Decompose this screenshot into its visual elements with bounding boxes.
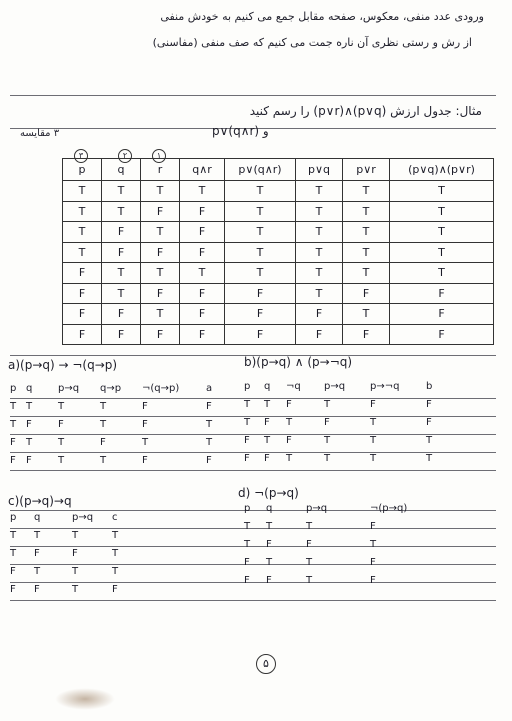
mini-table-cell: T <box>72 584 79 595</box>
main-table-row <box>63 324 494 345</box>
mini-table-cell: T <box>206 437 213 448</box>
mini-table-cell: T <box>264 399 271 410</box>
mini-table-cell: T <box>34 530 41 541</box>
mini-table-cell: F <box>142 455 148 466</box>
mini-table-cell: T <box>286 417 293 428</box>
example-subtitle: p∨(q∧r) و <box>212 124 269 138</box>
mini-table-cell: F <box>244 453 250 464</box>
mini-table-header-row <box>8 512 148 530</box>
mini-table-cell: F <box>10 584 16 595</box>
main-table-cell: T <box>63 181 102 202</box>
mini-table-row <box>242 557 442 575</box>
main-table-cell: F <box>225 283 296 304</box>
mini-table-cell: F <box>142 401 148 412</box>
mini-table-row <box>8 437 240 455</box>
main-table-cell: T <box>180 181 225 202</box>
header-cell: p <box>63 159 102 181</box>
main-table-cell: T <box>296 283 343 304</box>
mini-table-header-row <box>242 503 442 521</box>
main-table-cell: T <box>390 181 494 202</box>
header-cell: p∨q <box>296 159 343 181</box>
mini-table-cell: T <box>426 453 433 464</box>
mini-table-d-title: d) ¬(p→q) <box>238 486 299 500</box>
main-table-cell: F <box>180 324 225 345</box>
main-table-cell: F <box>102 242 141 263</box>
circled-number: ۱ <box>152 149 166 163</box>
mini-table-header-row <box>8 383 240 401</box>
mini-table-cell: F <box>370 557 376 568</box>
mini-table-cell: F <box>10 566 16 577</box>
main-table-cell: T <box>390 201 494 222</box>
mini-table-header-cell: p→¬q <box>370 381 400 392</box>
mini-table-header-row <box>242 381 492 399</box>
mini-table-cell: T <box>370 453 377 464</box>
mini-table-cell: T <box>100 455 107 466</box>
main-table-cell: F <box>63 324 102 345</box>
mini-table-header-cell: p <box>244 381 251 392</box>
mini-table-cell: F <box>10 455 16 466</box>
mini-table-a-title: a)(p→q) → ¬(q→p) <box>8 358 118 372</box>
mini-table-row <box>8 530 148 548</box>
mini-table-cell: T <box>206 419 213 430</box>
mini-table-cell: T <box>10 419 17 430</box>
mini-table-cell: T <box>264 435 271 446</box>
mini-table-row <box>242 453 492 471</box>
mini-table-header-cell: p→q <box>72 512 94 523</box>
mini-table-cell: F <box>306 539 312 550</box>
main-table-cell: T <box>225 181 296 202</box>
mini-table-cell: F <box>244 575 250 586</box>
main-table-cell: F <box>141 242 180 263</box>
mini-table-header-cell: q <box>34 512 41 523</box>
mini-table-row <box>8 401 240 419</box>
header-cell: p∨(q∧r) <box>225 159 296 181</box>
mini-table-cell: T <box>58 401 65 412</box>
mini-table-cell: T <box>112 548 119 559</box>
mini-table-cell: F <box>10 437 16 448</box>
mini-table-cell: F <box>266 575 272 586</box>
mini-table-cell: F <box>286 435 292 446</box>
main-table-cell: T <box>296 222 343 243</box>
main-table-row <box>63 242 494 263</box>
main-table-cell: F <box>343 324 390 345</box>
main-table-cell: F <box>180 242 225 263</box>
header-cell: q∧r <box>180 159 225 181</box>
mini-table-cell: T <box>244 399 251 410</box>
main-table-cell: F <box>141 283 180 304</box>
main-table-cell: F <box>63 283 102 304</box>
mini-table-cell: F <box>264 453 270 464</box>
main-table-cell: F <box>63 263 102 284</box>
mini-table-header-cell: q <box>26 383 33 394</box>
main-table-cell: T <box>141 304 180 325</box>
main-table-cell: T <box>296 242 343 263</box>
main-table-row <box>63 181 494 202</box>
ruled-line <box>10 95 496 96</box>
paper-smudge <box>55 688 115 710</box>
mini-table-cell: F <box>206 455 212 466</box>
main-table-row <box>63 304 494 325</box>
main-table-cell: F <box>225 324 296 345</box>
mini-table-cell: F <box>58 419 64 430</box>
header-cell: p∨r <box>343 159 390 181</box>
main-table-cell: F <box>102 304 141 325</box>
mini-table-cell: T <box>286 453 293 464</box>
mini-table-row <box>242 575 442 593</box>
mini-table-d <box>242 503 442 593</box>
mini-table-cell: T <box>244 539 251 550</box>
main-table-cell: T <box>102 263 141 284</box>
mini-table-header-cell: c <box>112 512 118 523</box>
mini-table-cell: T <box>72 530 79 541</box>
mini-table-cell: T <box>324 435 331 446</box>
main-table-cell: T <box>141 181 180 202</box>
main-table-cell: T <box>63 222 102 243</box>
mini-table-cell: F <box>72 548 78 559</box>
mini-table-cell: F <box>370 521 376 532</box>
mini-table-header-cell: p→q <box>306 503 328 514</box>
mini-table-header-cell: p→q <box>58 383 80 394</box>
main-table-cell: F <box>180 201 225 222</box>
main-table-row <box>63 263 494 284</box>
mini-table-row <box>8 584 148 602</box>
main-truth-table <box>62 158 494 345</box>
main-table-cell: F <box>296 304 343 325</box>
mini-table-cell: T <box>324 453 331 464</box>
header-cell: (p∨q)∧(p∨r) <box>390 159 494 181</box>
mini-table-c <box>8 512 148 602</box>
mini-table-cell: F <box>112 584 118 595</box>
circled-number: ۳ <box>74 149 88 163</box>
mini-table-cell: T <box>72 566 79 577</box>
main-table-cell: F <box>180 304 225 325</box>
example-title: مثال: جدول ارزش (p∨q)∧(p∨r) را رسم کنید <box>249 104 482 118</box>
mini-table-row <box>8 566 148 584</box>
mini-table-cell: T <box>142 437 149 448</box>
main-table-row <box>63 201 494 222</box>
mini-table-cell: T <box>58 437 65 448</box>
mini-table-row <box>8 419 240 437</box>
mini-table-cell: T <box>10 548 17 559</box>
mini-table-cell: F <box>100 437 106 448</box>
main-table-cell: T <box>180 263 225 284</box>
mini-table-cell: T <box>370 539 377 550</box>
main-table-cell: T <box>390 263 494 284</box>
main-table-cell: T <box>102 201 141 222</box>
mini-table-cell: T <box>370 417 377 428</box>
main-table-cell: F <box>390 304 494 325</box>
side-note: ۳ مقایسه <box>20 128 60 139</box>
main-table-cell: T <box>141 222 180 243</box>
mini-table-cell: T <box>100 419 107 430</box>
mini-table-row <box>242 539 442 557</box>
main-table-cell: F <box>180 283 225 304</box>
mini-table-row <box>8 548 148 566</box>
mini-table-cell: F <box>142 419 148 430</box>
mini-table-cell: F <box>244 557 250 568</box>
mini-table-row <box>242 417 492 435</box>
mini-table-cell: F <box>26 419 32 430</box>
mini-table-header-cell: ¬q <box>286 381 301 392</box>
mini-table-header-cell: b <box>426 381 433 392</box>
main-table-header-row <box>63 159 494 181</box>
mini-table-header-cell: q→p <box>100 383 122 394</box>
mini-table-cell: F <box>26 455 32 466</box>
main-table-cell: T <box>296 263 343 284</box>
mini-table-row <box>242 435 492 453</box>
mini-table-cell: T <box>266 557 273 568</box>
main-table-cell: T <box>102 181 141 202</box>
main-table-cell: T <box>343 201 390 222</box>
mini-table-cell: T <box>426 435 433 446</box>
mini-table-cell: T <box>58 455 65 466</box>
header-line-2: از رش و رستی نظری آن ناره جمت می کنیم که صف منفی (مفاسنی) <box>152 36 472 49</box>
main-table-cell: F <box>225 304 296 325</box>
mini-table-cell: F <box>206 401 212 412</box>
mini-table-cell: F <box>266 539 272 550</box>
main-table-cell: T <box>343 304 390 325</box>
mini-table-header-cell: q <box>264 381 271 392</box>
main-table-cell: T <box>390 242 494 263</box>
mini-table-cell: T <box>100 401 107 412</box>
main-table-cell: F <box>390 283 494 304</box>
main-table-cell: T <box>225 263 296 284</box>
mini-table-cell: T <box>10 401 17 412</box>
main-table-cell: F <box>141 201 180 222</box>
mini-table-cell: T <box>370 435 377 446</box>
main-table-cell: T <box>63 242 102 263</box>
main-table-cell: T <box>343 222 390 243</box>
main-table-cell: F <box>63 304 102 325</box>
main-table-row <box>63 283 494 304</box>
main-table-cell: F <box>343 283 390 304</box>
mini-table-cell: F <box>370 575 376 586</box>
mini-table-header-cell: p→q <box>324 381 346 392</box>
mini-table-a <box>8 383 240 473</box>
mini-table-cell: T <box>306 521 313 532</box>
mini-table-cell: T <box>244 521 251 532</box>
mini-table-c-title: c)(p→q)→q <box>8 494 72 508</box>
main-table-cell: T <box>296 201 343 222</box>
circled-number: ۲ <box>118 149 132 163</box>
mini-table-cell: T <box>112 530 119 541</box>
mini-table-cell: T <box>306 575 313 586</box>
mini-table-cell: T <box>112 566 119 577</box>
main-table-cell: F <box>102 324 141 345</box>
main-table-cell: T <box>141 263 180 284</box>
page-number: ۵ <box>256 654 276 674</box>
mini-table-b-title: b)(p→q) ∧ (p→¬q) <box>244 355 353 369</box>
mini-table-cell: F <box>286 399 292 410</box>
mini-table-cell: F <box>34 584 40 595</box>
mini-table-header-cell: ¬(q→p) <box>142 383 180 394</box>
main-table-cell: T <box>343 181 390 202</box>
mini-table-header-cell: p <box>10 512 17 523</box>
mini-table-cell: T <box>306 557 313 568</box>
main-table-cell: T <box>390 222 494 243</box>
mini-table-header-cell: p <box>10 383 17 394</box>
mini-table-cell: F <box>34 548 40 559</box>
mini-table-header-cell: p <box>244 503 251 514</box>
header-cell: q <box>102 159 141 181</box>
mini-table-row <box>242 521 442 539</box>
main-table-cell: F <box>102 222 141 243</box>
main-table-cell: F <box>141 324 180 345</box>
main-table-cell: T <box>343 242 390 263</box>
mini-table-cell: F <box>264 417 270 428</box>
main-table-cell: T <box>343 263 390 284</box>
mini-table-cell: T <box>26 437 33 448</box>
mini-table-cell: T <box>244 417 251 428</box>
mini-table-cell: T <box>34 566 41 577</box>
mini-table-row <box>8 455 240 473</box>
mini-table-header-cell: q <box>266 503 273 514</box>
mini-table-cell: F <box>426 399 432 410</box>
mini-table-cell: F <box>426 417 432 428</box>
main-table-cell: F <box>180 222 225 243</box>
main-table-row <box>63 222 494 243</box>
mini-table-cell: T <box>266 521 273 532</box>
mini-table-cell: F <box>244 435 250 446</box>
main-table-cell: T <box>102 283 141 304</box>
mini-table-header-cell: a <box>206 383 213 394</box>
mini-table-header-cell: ¬(p→q) <box>370 503 408 514</box>
mini-table-row <box>242 399 492 417</box>
mini-table-cell: T <box>10 530 17 541</box>
main-table-cell: T <box>225 242 296 263</box>
header-cell: r <box>141 159 180 181</box>
mini-table-cell: F <box>370 399 376 410</box>
mini-table-cell: F <box>324 417 330 428</box>
main-table-cell: T <box>225 201 296 222</box>
main-table-cell: T <box>63 201 102 222</box>
main-table-cell: F <box>390 324 494 345</box>
mini-table-b <box>242 381 492 471</box>
mini-table-cell: T <box>26 401 33 412</box>
main-table-cell: F <box>296 324 343 345</box>
main-table-cell: T <box>225 222 296 243</box>
header-line-1: ورودی عدد منفی، معکوس، صفحه مقابل جمع می کنیم به خودش منفی <box>160 10 484 23</box>
mini-table-cell: T <box>324 399 331 410</box>
main-table-cell: T <box>296 181 343 202</box>
